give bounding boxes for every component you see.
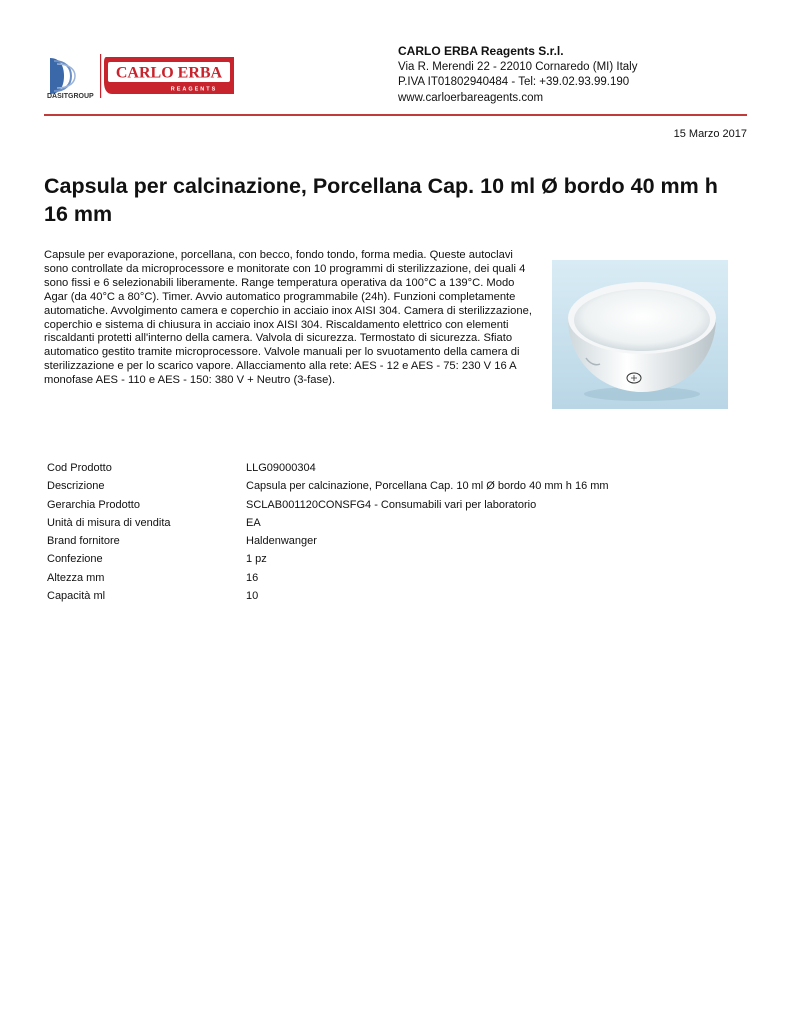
spec-row <box>44 517 609 535</box>
spec-row <box>44 499 609 517</box>
spec-row <box>44 462 609 480</box>
spec-value: Haldenwanger <box>246 535 317 548</box>
spec-label: Gerarchia Prodotto <box>47 498 140 511</box>
spec-value: 1 pz <box>246 553 267 566</box>
product-description: Capsule per evaporazione, porcellana, con becco, fondo tondo, forma media. Queste autoclavi sono controllate da microprocessore e monitorate con 10 programmi di sterilizzazione, dei quali 4 sono fissi e 6 selezionabili liberamente. Range temperatura operativa da 100°C a 139°C. Modo Agar (da 40°C a 80°C). Timer. Avvio automatico programmabile (24h). Funzioni completamente automatiche. Avvolgimento camera e coperchio in acciaio inox AISI 304. Camera di sterilizzazione, coperchio e sistema di chiusura in acciaio inox AISI 304. Riscaldamento elettrico con elementi riscaldanti protetti all'interno della camera. Valvola di sicurezza. Termostato di sicurezza. Sfiato automatico gestito tramite microprocessore. Valvole manuali per lo svuotamento della camera di sterilizzazione e per lo scarico vapore. Allacciamento alla rete: AES - 12 e AES - 75: 230 V 16 A monofase AES - 110 e AES - 150: 380 V + Neutro (3-fase). <box>44 249 532 387</box>
company-website[interactable]: www.carloerbareagents.com <box>398 91 544 104</box>
company-info <box>398 44 637 106</box>
brand-name: CARLO ERBA <box>115 64 223 82</box>
specs-table <box>44 462 609 608</box>
company-vat-phone: P.IVA IT01802940484 - Tel: +39.02.93.99.190 <box>398 76 630 89</box>
spec-row <box>44 572 609 590</box>
spec-row <box>44 535 609 553</box>
carlo-erba-logo <box>44 52 236 100</box>
dasit-group-logo-mark <box>50 58 75 94</box>
company-address: Via R. Merendi 22 - 22010 Cornaredo (MI) Italy <box>398 60 638 73</box>
spec-label: Descrizione <box>47 480 105 493</box>
document-date: 15 Marzo 2017 <box>673 128 747 140</box>
spec-value: Capsula per calcinazione, Porcellana Cap. 10 ml Ø bordo 40 mm h 16 mm <box>246 480 609 493</box>
spec-label: Confezione <box>47 553 103 566</box>
spec-label: Capacità ml <box>47 590 106 603</box>
spec-value: LLG09000304 <box>246 462 316 474</box>
spec-label: Brand fornitore <box>47 535 120 548</box>
spec-row <box>44 590 609 608</box>
spec-value: 10 <box>246 590 259 603</box>
page-title: Capsula per calcinazione, Porcellana Cap. 10 ml Ø bordo 40 mm h 16 mm <box>44 174 718 226</box>
svg-text:DASITGROUP: DASITGROUP <box>47 93 94 100</box>
spec-row <box>44 553 609 571</box>
spec-row <box>44 480 609 498</box>
spec-value: 16 <box>246 571 259 584</box>
spec-label: Cod Prodotto <box>47 462 112 474</box>
header-divider <box>44 114 747 116</box>
spec-label: Unità di misura di vendita <box>47 516 171 529</box>
company-name: CARLO ERBA Reagents S.r.l. <box>398 44 564 58</box>
spec-value: SCLAB001120CONSFG4 - Consumabili vari per laboratorio <box>246 498 537 511</box>
spec-value: EA <box>246 516 261 529</box>
product-image <box>552 260 728 409</box>
spec-label: Altezza mm <box>47 571 105 584</box>
brand-sub: REAGENTS <box>170 86 218 93</box>
